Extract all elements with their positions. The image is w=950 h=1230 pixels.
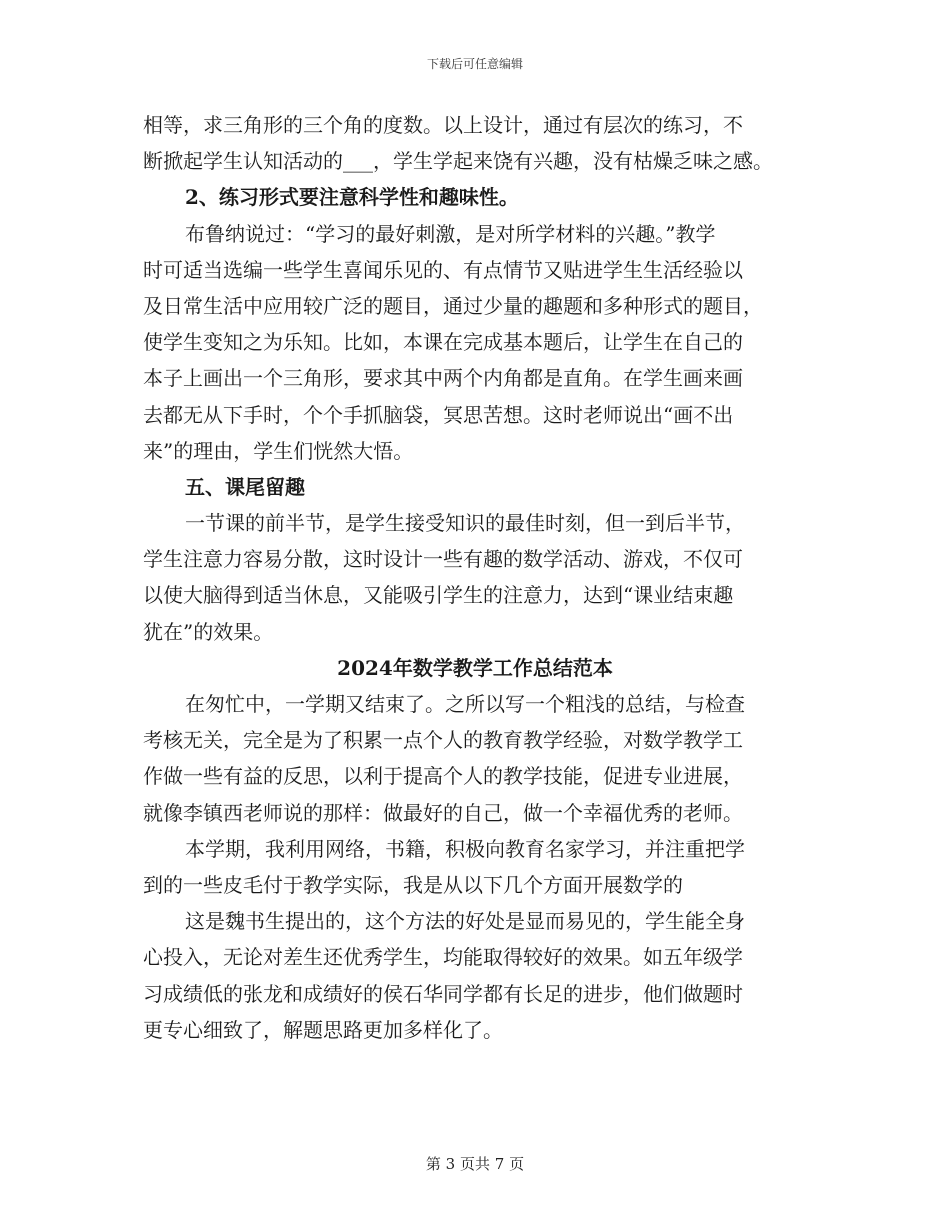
paragraph-line: 来”的理由，学生们恍然大悟。 <box>143 438 414 463</box>
paragraph-line: 一节课的前半节，是学生接受知识的最佳时刻，但一到后半节， <box>185 511 745 536</box>
paragraph-line: 本学期，我利用网络，书籍，积极向教育名家学习，并注重把学 <box>185 836 745 861</box>
paragraph-line: 及日常生活中应用较广泛的题目，通过少量的趣题和多种形式的题目， <box>143 293 763 318</box>
paragraph-line: 习成绩低的张龙和成绩好的侯石华同学都有长足的进步，他们做题时 <box>143 981 743 1006</box>
page-footer: 第 3 页共 7 页 <box>425 1155 525 1173</box>
paragraph-line: 断掀起学生认知活动的___，学生学起来饶有兴趣，没有枯燥乏味之感。 <box>143 149 773 174</box>
paragraph-line: 去都无从下手时，个个手抓脑袋，冥思苦想。这时老师说出“画不出 <box>143 402 734 427</box>
paragraph-line: 到的一些皮毛付于教学实际，我是从以下几个方面开展数学的 <box>143 872 683 897</box>
section-heading-line: 五、课尾留趣 <box>185 474 305 499</box>
paragraph-line: 考核无关，完全是为了积累一点个人的教育教学经验，对数学教学工 <box>143 728 743 753</box>
document-body <box>143 107 807 1048</box>
paragraph-line: 时可适当选编一些学生喜闻乐见的、有点情节又贴进学生生活经验以 <box>143 257 743 282</box>
paragraph-line: 使学生变知之为乐知。比如，本课在完成基本题后，让学生在自己的 <box>143 330 743 355</box>
paragraph-line: 学生注意力容易分散，这时设计一些有趣的数学活动、游戏，不仅可 <box>143 547 743 572</box>
paragraph-line: 本子上画出一个三角形，要求其中两个内角都是直角。在学生画来画 <box>143 366 743 391</box>
paragraph-line: 以使大脑得到适当休息，又能吸引学生的注意力，达到“课业结束趣 <box>143 583 734 608</box>
paragraph-line: 布鲁纳说过：“学习的最好刺激，是对所学材料的兴趣。”教学 <box>185 221 716 246</box>
section-heading-line: 2、练习形式要注意科学性和趣味性。 <box>185 185 519 210</box>
paragraph-line: 犹在”的效果。 <box>143 619 274 644</box>
paragraph-line: 就像李镇西老师说的那样：做最好的自己，做一个幸福优秀的老师。 <box>143 800 743 825</box>
section-title: 2024年数学教学工作总结范本 <box>337 655 613 680</box>
paragraph-line: 相等，求三角形的三个角的度数。以上设计，通过有层次的练习，不 <box>143 113 743 137</box>
paragraph-line: 心投入，无论对差生还优秀学生，均能取得较好的效果。如五年级学 <box>143 945 743 970</box>
paragraph-line: 这是魏书生提出的，这个方法的好处是显而易见的，学生能全身 <box>185 909 745 934</box>
page-header: 下载后可任意编辑 <box>426 57 523 71</box>
paragraph-line: 在匆忙中，一学期又结束了。之所以写一个粗浅的总结，与检查 <box>185 692 745 716</box>
paragraph-line: 作做一些有益的反思，以利于提高个人的教学技能，促进专业进展， <box>143 764 743 789</box>
paragraph-line: 更专心细致了，解题思路更加多样化了。 <box>143 1017 503 1042</box>
